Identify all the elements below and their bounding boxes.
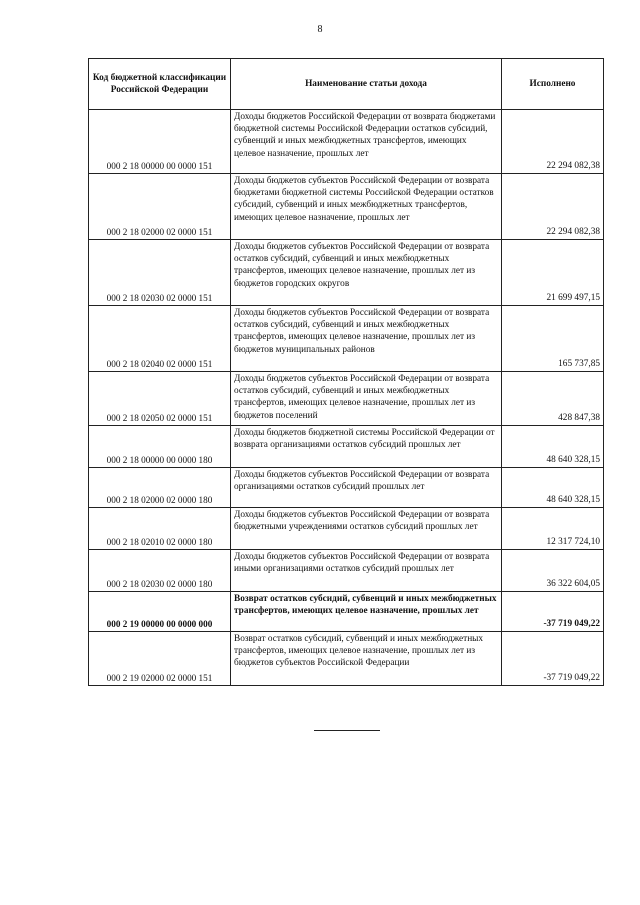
page-number: 8 [317,24,323,35]
budget-revenue-table [88,58,604,686]
table-row [89,240,604,306]
budget-code-cell: 000 2 18 02030 02 0000 151 [89,240,231,306]
executed-value-cell: 22 294 082,38 [502,174,604,240]
header-executed: Исполнено [502,59,604,110]
revenue-name-cell: Доходы бюджетов субъектов Российской Федерации от возврата бюджетами бюджетной системы Российской Федерации остатков субсидий, субвенций и иных межбюджетных трансфертов, имеющих целевое назначение, прошлых лет [231,174,502,240]
executed-value-cell: 165 737,85 [502,306,604,372]
budget-code-cell: 000 2 19 02000 02 0000 151 [89,632,231,686]
revenue-name-cell: Доходы бюджетов субъектов Российской Федерации от возврата остатков субсидий, субвенций и иных межбюджетных трансфертов, имеющих целевое назначение, прошлых лет из бюджетов муниципальных районов [231,306,502,372]
table-row [89,174,604,240]
revenue-name-cell: Возврат остатков субсидий, субвенций и иных межбюджетных трансфертов, имеющих целевое назначение, прошлых лет [231,592,502,632]
revenue-name-cell: Доходы бюджетов субъектов Российской Федерации от возврата остатков субсидий, субвенций и иных межбюджетных трансфертов, имеющих целевое назначение, прошлых лет из бюджетов поселений [231,372,502,426]
table-row [89,632,604,686]
budget-code-cell: 000 2 18 00000 00 0000 151 [89,110,231,174]
budget-code-cell: 000 2 18 02040 02 0000 151 [89,306,231,372]
budget-code-cell: 000 2 18 02050 02 0000 151 [89,372,231,426]
budget-code-cell: 000 2 18 02030 02 0000 180 [89,550,231,592]
revenue-name-cell: Доходы бюджетов субъектов Российской Федерации от возврата остатков субсидий, субвенций и иных межбюджетных трансфертов, имеющих целевое назначение, прошлых лет из бюджетов городских округов [231,240,502,306]
separator-line [314,730,380,731]
executed-value-cell: 21 699 497,15 [502,240,604,306]
executed-value-cell: 36 322 604,05 [502,550,604,592]
executed-value-cell: 48 640 328,15 [502,468,604,508]
table-row [89,550,604,592]
revenue-name-cell: Доходы бюджетов субъектов Российской Федерации от возврата иными организациями остатков субсидий прошлых лет [231,550,502,592]
table-header-row [89,59,604,110]
revenue-name-cell: Возврат остатков субсидий, субвенций и иных межбюджетных трансфертов, имеющих целевое назначение, прошлых лет из бюджетов субъектов Российской Федерации [231,632,502,686]
revenue-name-cell: Доходы бюджетов субъектов Российской Федерации от возврата бюджетными учреждениями остатков субсидий прошлых лет [231,508,502,550]
budget-code-cell: 000 2 18 00000 00 0000 180 [89,426,231,468]
table-row [89,426,604,468]
table-row [89,468,604,508]
table-row-total [89,592,604,632]
revenue-name-cell: Доходы бюджетов субъектов Российской Федерации от возврата организациями остатков субсидий прошлых лет [231,468,502,508]
executed-value-cell: 48 640 328,15 [502,426,604,468]
executed-value-cell: -37 719 049,22 [502,632,604,686]
executed-value-cell: -37 719 049,22 [502,592,604,632]
executed-value-cell: 12 317 724,10 [502,508,604,550]
budget-code-cell: 000 2 18 02010 02 0000 180 [89,508,231,550]
table-row [89,372,604,426]
executed-value-cell: 428 847,38 [502,372,604,426]
budget-code-cell: 000 2 18 02000 02 0000 180 [89,468,231,508]
table-row [89,110,604,174]
budget-code-cell: 000 2 19 00000 00 0000 000 [89,592,231,632]
table-row [89,306,604,372]
header-revenue-name: Наименование статьи дохода [231,59,502,110]
budget-code-cell: 000 2 18 02000 02 0000 151 [89,174,231,240]
revenue-name-cell: Доходы бюджетов бюджетной системы Российской Федерации от возврата организациями остатков субсидий прошлых лет [231,426,502,468]
header-budget-code: Код бюджетной классификации Российской Федерации [89,59,231,110]
revenue-name-cell: Доходы бюджетов Российской Федерации от возврата бюджетами бюджетной системы Российской Федерации остатков субсидий, субвенций и иных межбюджетных трансфертов, имеющих целевое назначение, прошлых лет [231,110,502,174]
executed-value-cell: 22 294 082,38 [502,110,604,174]
table-row [89,508,604,550]
